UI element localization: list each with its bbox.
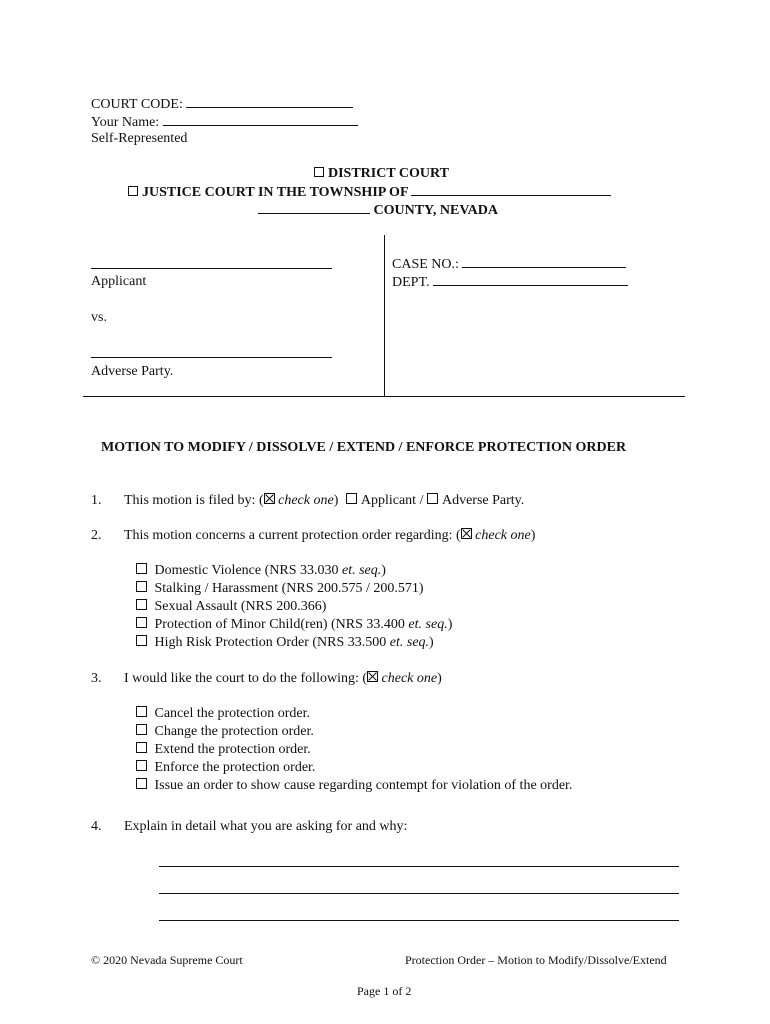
district-court-checkbox[interactable] [314, 167, 324, 177]
explanation-line[interactable] [159, 866, 679, 867]
item-4-text: Explain in detail what you are asking for and why: [124, 819, 408, 834]
request-option [136, 741, 311, 758]
request-option [136, 723, 314, 740]
case-no-label: CASE NO.: [392, 257, 459, 272]
domestic-violence-checkbox[interactable] [136, 563, 147, 574]
option-label: Extend the protection order. [154, 742, 311, 757]
county-label: COUNTY, NEVADA [373, 203, 498, 218]
justice-court-checkbox[interactable] [128, 186, 138, 196]
request-option [136, 705, 310, 722]
option-label: Change the protection order. [154, 724, 314, 739]
case-no-field [392, 254, 626, 273]
show-cause-checkbox[interactable] [136, 778, 147, 789]
footer-copyright: © 2020 Nevada Supreme Court [91, 953, 243, 967]
order-type-option [136, 634, 434, 651]
order-type-option [136, 598, 326, 615]
extend-order-checkbox[interactable] [136, 742, 147, 753]
order-type-option [136, 562, 386, 579]
request-option [136, 777, 572, 794]
item-3-text [124, 670, 442, 687]
court-code-label: COURT CODE: [91, 97, 183, 112]
option-label: High Risk Protection Order (NRS 33.500 [154, 635, 390, 650]
enforce-order-checkbox[interactable] [136, 760, 147, 771]
item-2-number: 2. [91, 528, 102, 543]
sexual-assault-checkbox[interactable] [136, 599, 147, 610]
option-label: Sexual Assault (NRS 200.366) [154, 599, 327, 614]
item-1-text [124, 492, 524, 509]
item-2-close-paren: ) [530, 528, 536, 543]
your-name-label: Your Name: [91, 115, 160, 130]
district-court-option [314, 165, 449, 182]
county-line[interactable] [258, 201, 370, 214]
court-code-field [91, 94, 353, 113]
order-type-option [136, 580, 424, 597]
adverse-party-checkbox[interactable] [427, 493, 438, 504]
high-risk-checkbox[interactable] [136, 635, 147, 646]
checked-box-icon [264, 493, 275, 504]
option-label: Issue an order to show cause regarding contempt for violation of the order. [154, 778, 573, 793]
option-label: Domestic Violence (NRS 33.030 [154, 563, 342, 578]
case-no-line[interactable] [462, 254, 626, 268]
checked-box-icon [367, 671, 378, 682]
applicant-name-line[interactable] [91, 268, 332, 269]
adverse-party-label: Adverse Party. [91, 364, 174, 379]
item-3-number: 3. [91, 671, 102, 686]
request-option [136, 759, 315, 776]
justice-court-option [128, 183, 611, 201]
option-suffix: ) [447, 617, 453, 632]
your-name-field [91, 112, 358, 131]
item-3-prompt: I would like the court to do the following: ( [124, 671, 368, 686]
applicant-label: Applicant [91, 274, 147, 289]
district-court-label: DISTRICT COURT [328, 166, 450, 181]
option-italic: et. seq. [389, 635, 430, 650]
item-1-close-paren: ) [333, 493, 339, 508]
dept-field [392, 272, 628, 291]
vs-label: vs. [91, 310, 107, 325]
check-one-hint: check one [278, 493, 334, 508]
township-line[interactable] [411, 183, 611, 196]
applicant-option-label: Applicant / [360, 493, 424, 508]
footer-form-name: Protection Order – Motion to Modify/Dissolve/Extend [405, 953, 667, 967]
dept-label: DEPT. [392, 275, 430, 290]
change-order-checkbox[interactable] [136, 724, 147, 735]
cancel-order-checkbox[interactable] [136, 706, 147, 717]
option-suffix: ) [429, 635, 434, 650]
adverse-party-name-line[interactable] [91, 357, 332, 358]
justice-court-label: JUSTICE COURT IN THE TOWNSHIP OF [142, 185, 408, 200]
order-type-option [136, 616, 452, 633]
item-3-close-paren: ) [437, 671, 442, 686]
option-label: Cancel the protection order. [154, 706, 310, 721]
caption-bottom-rule [83, 396, 685, 397]
minor-children-checkbox[interactable] [136, 617, 147, 628]
explanation-line[interactable] [159, 893, 679, 894]
explanation-line[interactable] [159, 920, 679, 921]
self-represented-text: Self-Represented [91, 131, 188, 146]
county-field [258, 201, 498, 219]
document-title: MOTION TO MODIFY / DISSOLVE / EXTEND / ENFORCE PROTECTION ORDER [101, 440, 627, 455]
item-1-prompt: This motion is filed by: ( [124, 493, 264, 508]
item-4-number: 4. [91, 819, 102, 834]
court-code-line[interactable] [186, 94, 353, 108]
adverse-party-option-label: Adverse Party. [441, 493, 525, 508]
your-name-line[interactable] [163, 112, 358, 126]
item-2-prompt: This motion concerns a current protection order regarding: ( [124, 528, 461, 543]
check-one-hint: check one [381, 671, 438, 686]
option-label: Enforce the protection order. [154, 760, 316, 775]
applicant-checkbox[interactable] [346, 493, 357, 504]
option-italic: et. seq. [342, 563, 382, 578]
item-1-number: 1. [91, 493, 102, 508]
check-one-hint: check one [475, 528, 531, 543]
caption-divider [384, 235, 385, 397]
option-suffix: ) [381, 563, 386, 578]
dept-line[interactable] [433, 272, 628, 286]
option-italic: et. seq. [408, 617, 448, 632]
stalking-harassment-checkbox[interactable] [136, 581, 147, 592]
checked-box-icon [461, 528, 472, 539]
page-number: Page 1 of 2 [357, 984, 412, 998]
option-label: Stalking / Harassment (NRS 200.575 / 200.571) [154, 581, 424, 596]
item-2-text [124, 527, 535, 544]
option-label: Protection of Minor Child(ren) (NRS 33.400 [154, 617, 409, 632]
